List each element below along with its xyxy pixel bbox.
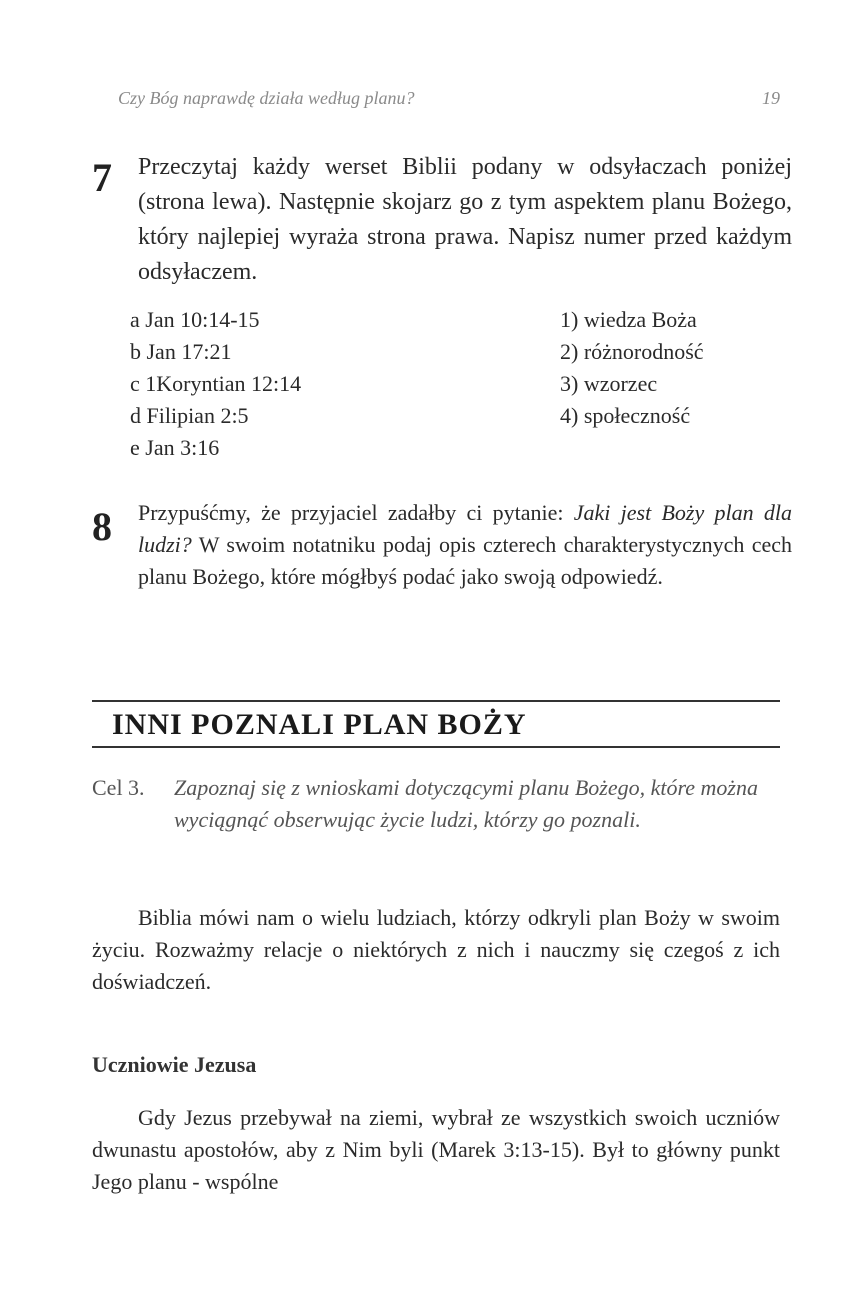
exercise-text xyxy=(138,497,792,593)
reference: e Jan 3:16 xyxy=(130,435,220,460)
reference: c 1Koryntian 12:14 xyxy=(130,371,302,396)
match-row xyxy=(130,368,770,400)
exercise-number: 7 xyxy=(92,155,112,200)
aspect: 3) wzorzec xyxy=(560,371,658,396)
matching-list xyxy=(130,304,770,464)
exercise-text: Przeczytaj każdy werset Biblii podany w odsyłaczach poniżej (strona lewa). Następnie skojarz go z tym aspektem planu Bożego, który najlepiej wyraża strona prawa. Napisz numer przed każdym odsyłaczem. xyxy=(138,154,792,285)
running-title: Czy Bóg naprawdę działa według planu? xyxy=(118,88,415,108)
intro-paragraph: Biblia mówi nam o wielu ludziach, którzy odkryli plan Boży w swoim życiu. Rozważmy relacje o niektórych z nich i nauczmy się czegoś z ich doświadczeń. xyxy=(92,905,780,994)
exercise-7 xyxy=(92,150,792,290)
section-rule-bottom xyxy=(92,746,780,748)
exercise-text-part: Przypuśćmy, że przyjaciel zadałby ci pytanie: xyxy=(138,500,574,525)
reference: b Jan 17:21 xyxy=(130,339,232,364)
exercise-question: Jaki jest Boży plan dla ludzi? xyxy=(138,500,792,557)
reference: d Filipian 2:5 xyxy=(130,403,249,428)
reference: a Jan 10:14-15 xyxy=(130,307,260,332)
objective-label: Cel 3. xyxy=(92,775,145,800)
aspect: 2) różnorodność xyxy=(560,339,704,364)
exercise-number: 8 xyxy=(92,504,112,549)
objective xyxy=(92,772,792,836)
section-rule-top xyxy=(92,700,780,702)
aspect xyxy=(560,432,770,464)
match-row xyxy=(130,400,770,432)
aspect: 4) społeczność xyxy=(560,403,691,428)
aspect: 1) wiedza Boża xyxy=(560,307,697,332)
match-row xyxy=(130,336,770,368)
match-row xyxy=(130,432,770,464)
body-paragraph: Gdy Jezus przebywał na ziemi, wybrał ze wszystkich swoich uczniów dwunastu apostołów, aby z Nim byli (Marek 3:13-15). Był to główny punkt Jego planu - wspólne xyxy=(92,1105,780,1194)
exercise-text-part: W swoim notatniku podaj opis czterech charakterystycznych cech planu Bożego, które mógłbyś podać jako swoją odpowiedź. xyxy=(138,532,792,589)
running-head xyxy=(118,88,780,109)
match-row xyxy=(130,304,770,336)
page-number: 19 xyxy=(762,88,780,108)
subsection-heading: Uczniowie Jezusa xyxy=(92,1052,257,1077)
exercise-8 xyxy=(92,497,792,593)
section-title: INNI POZNALI PLAN BOŻY xyxy=(112,708,527,741)
objective-text: Zapoznaj się z wnioskami dotyczącymi planu Bożego, które można wyciągnąć obserwując życie ludzi, którzy go poznali. xyxy=(174,775,758,832)
